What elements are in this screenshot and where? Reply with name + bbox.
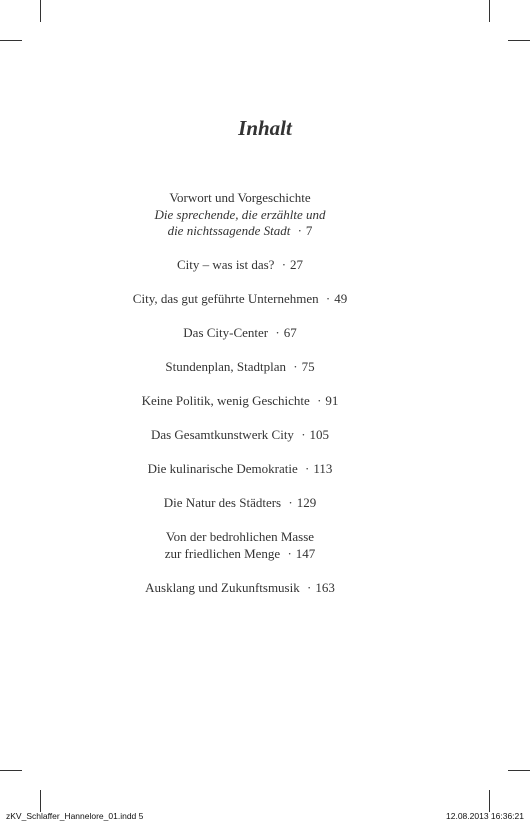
toc-entry bbox=[0, 359, 480, 376]
table-of-contents bbox=[0, 190, 480, 614]
toc-entry-title: Das City-Center bbox=[183, 325, 269, 340]
toc-entry-title: City, das gut geführte Unternehmen bbox=[132, 291, 319, 306]
crop-mark-top-right-horizontal bbox=[508, 40, 530, 41]
toc-entry-line bbox=[0, 325, 480, 342]
toc-entry bbox=[0, 427, 480, 444]
toc-entry-line bbox=[0, 359, 480, 376]
toc-entry-line bbox=[0, 495, 480, 512]
toc-entry bbox=[0, 325, 480, 342]
crop-mark-bottom-right-horizontal bbox=[508, 770, 530, 771]
toc-separator: · bbox=[306, 579, 312, 595]
crop-mark-top-right-vertical bbox=[489, 0, 490, 22]
toc-page-number: 105 bbox=[309, 427, 330, 442]
slug-datetime: 12.08.2013 16:36:21 bbox=[446, 811, 524, 821]
toc-entry bbox=[0, 495, 480, 512]
toc-page-number: 7 bbox=[305, 223, 313, 238]
toc-entry-subtitle: Die sprechende, die erzählte und bbox=[154, 206, 326, 222]
toc-entry bbox=[0, 529, 480, 562]
toc-page-number: 129 bbox=[296, 495, 317, 510]
toc-page-number: 49 bbox=[334, 291, 348, 306]
crop-mark-bottom-left-horizontal bbox=[0, 770, 22, 771]
toc-separator: · bbox=[305, 461, 310, 476]
toc-entry-line bbox=[0, 207, 480, 224]
toc-separator: · bbox=[293, 359, 298, 374]
toc-separator: · bbox=[275, 325, 280, 340]
toc-entry bbox=[0, 257, 480, 274]
toc-entry-line bbox=[0, 546, 480, 563]
toc-entry-title: Stundenplan, Stadtplan bbox=[165, 359, 286, 374]
toc-entry bbox=[0, 580, 480, 597]
toc-entry-title: zur friedlichen Menge bbox=[164, 545, 281, 561]
toc-entry-line bbox=[0, 291, 480, 308]
toc-separator: · bbox=[287, 545, 292, 561]
toc-entry-line bbox=[0, 461, 480, 478]
toc-page-number: 163 bbox=[315, 579, 335, 595]
crop-mark-bottom-left-vertical bbox=[40, 790, 41, 812]
toc-page-number: 147 bbox=[295, 545, 316, 561]
toc-entry bbox=[0, 461, 480, 478]
page-title: Inhalt bbox=[238, 116, 292, 140]
toc-entry-line bbox=[0, 393, 480, 410]
toc-page-number: 27 bbox=[290, 257, 304, 272]
crop-mark-bottom-right-vertical bbox=[489, 790, 490, 812]
toc-separator: · bbox=[297, 223, 302, 238]
toc-entry bbox=[0, 393, 480, 410]
toc-entry-title: Von der bedrohlichen Masse bbox=[165, 529, 315, 544]
toc-entry-title: Die Natur des Städters bbox=[163, 495, 282, 510]
crop-mark-top-left-vertical bbox=[40, 0, 41, 22]
toc-page-number: 91 bbox=[325, 393, 339, 408]
toc-page-number: 75 bbox=[301, 359, 315, 374]
toc-page-number: 67 bbox=[283, 325, 297, 340]
toc-separator: · bbox=[288, 495, 293, 510]
toc-entry-title: Vorwort und Vorgeschichte bbox=[169, 190, 311, 205]
toc-entry-line bbox=[0, 580, 480, 597]
slug-filename: zKV_Schlaffer_Hannelore_01.indd 5 bbox=[6, 811, 144, 821]
toc-entry-line bbox=[0, 427, 480, 444]
toc-entry-line bbox=[0, 190, 480, 207]
crop-mark-top-left-horizontal bbox=[0, 40, 22, 41]
toc-entry-title: Das Gesamtkunstwerk City bbox=[150, 427, 294, 442]
toc-separator: · bbox=[301, 427, 306, 442]
toc-entry-title: City – was ist das? bbox=[176, 257, 275, 272]
toc-separator: · bbox=[325, 291, 331, 306]
toc-entry-line bbox=[0, 529, 480, 546]
toc-entry-line bbox=[0, 257, 480, 274]
toc-entry-line bbox=[0, 223, 480, 240]
toc-entry-title: Ausklang und Zukunftsmusik bbox=[145, 579, 300, 595]
toc-separator: · bbox=[317, 393, 322, 408]
toc-entry bbox=[0, 190, 480, 240]
toc-page-number: 113 bbox=[313, 461, 333, 476]
toc-entry-title: Keine Politik, wenig Geschichte bbox=[141, 393, 310, 408]
toc-entry-title: Die kulinarische Demokratie bbox=[147, 461, 298, 476]
toc-separator: · bbox=[281, 257, 287, 272]
toc-entry bbox=[0, 291, 480, 308]
toc-entry-subtitle: die nichtssagende Stadt bbox=[167, 223, 291, 238]
